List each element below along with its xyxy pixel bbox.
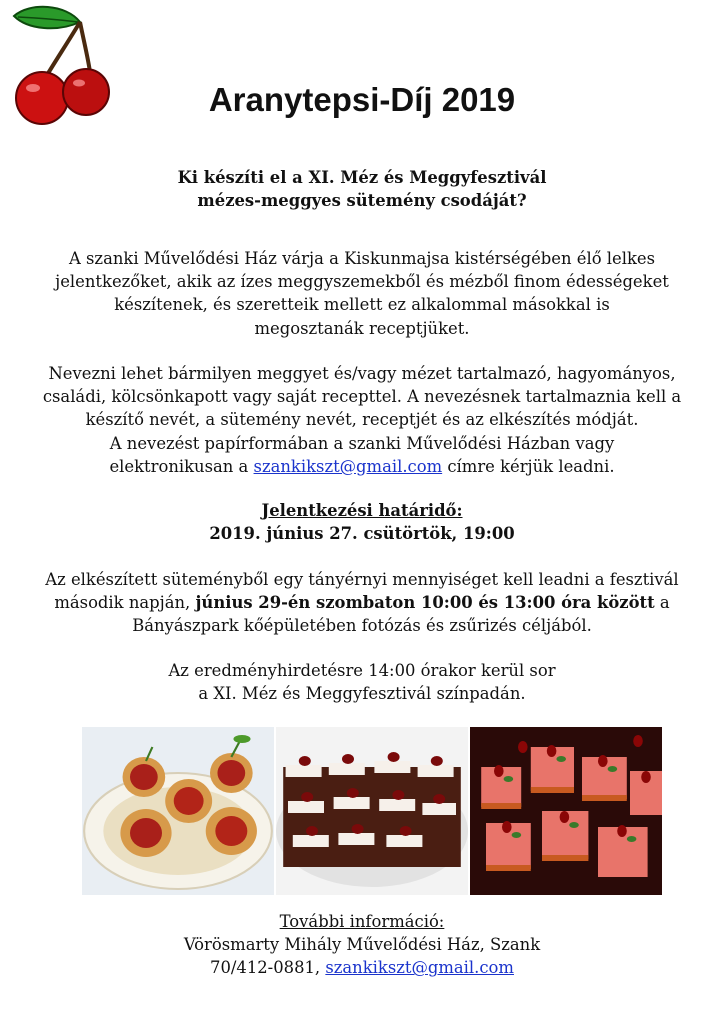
entry-email-link[interactable]: szankikszt@gmail.com xyxy=(253,456,443,476)
entry-line-2: családi, kölcsönkapott vagy saját recepttel. A nevezésnek tartalmaznia kell a xyxy=(42,387,682,407)
entry-line-3: készítő nevét, a sütemény nevét, receptjét és az elkészítés módját. xyxy=(85,410,639,430)
submission-line-1: Az elkészített süteményből egy tányérnyi mennyiséget kell leadni a fesztivál xyxy=(45,570,679,589)
photo-cherry-cream-slices xyxy=(470,727,662,895)
photo-chocolate-cherry-cake-slices xyxy=(276,727,468,895)
submission-time: június 29-én szombaton 10:00 és 13:00 óra között xyxy=(195,593,655,613)
submission-line-3: Bányászpark kőépületében fotózás és zsűrizés céljából. xyxy=(132,616,592,636)
photo-strip xyxy=(82,727,662,895)
entry-line-5-start: elektronikusan a xyxy=(109,456,254,476)
submission-line-2-start: második napján, xyxy=(54,593,196,613)
results-line-2: a XI. Méz és Meggyfesztivál színpadán. xyxy=(198,684,526,704)
photo-honey-cherry-tartlets xyxy=(82,727,274,895)
entry-line-1: Nevezni lehet bármilyen meggyet és/vagy mézet tartalmazó, hagyományos, xyxy=(48,364,676,383)
contact-email-link[interactable]: szankikszt@gmail.com xyxy=(325,958,514,978)
intro-line-1: A szanki Művelődési Ház várja a Kiskunmajsa kistérségében élő lelkes xyxy=(68,249,656,268)
entry-line-4: A nevezést papírformában a szanki Művelődési Házban vagy xyxy=(109,433,615,453)
submission-line-2-end: a xyxy=(654,593,670,613)
subtitle xyxy=(30,166,694,212)
intro-line-2: jelentkezőket, akik az ízes meggyszemekből és mézből finom édességeket xyxy=(55,272,669,292)
intro-line-4: megosztanák receptjüket. xyxy=(254,318,470,338)
page-title: Aranytepsi-Díj 2019 xyxy=(208,81,516,118)
contact-venue: Vörösmarty Mihály Művelődési Ház, Szank xyxy=(183,935,541,955)
subtitle-line-1: Ki készíti el a XI. Méz és Meggyfesztivál xyxy=(177,168,547,187)
deadline-date: 2019. június 27. csütörtök, 19:00 xyxy=(209,524,515,544)
entry-line-5-end: címre kérjük leadni. xyxy=(442,456,615,476)
intro-paragraph xyxy=(30,247,694,340)
deadline xyxy=(30,499,694,545)
contact-phone: 70/412-0881, xyxy=(210,958,326,978)
subtitle-line-2: mézes-meggyes sütemény csodáját? xyxy=(197,191,527,211)
intro-line-3: készítenek, és szeretteik mellett ez alkalommal másokkal is xyxy=(114,295,610,315)
results-line-1: Az eredményhirdetésre 14:00 órakor kerül sor xyxy=(168,661,556,680)
submission-paragraph xyxy=(30,568,694,638)
deadline-label: Jelentkezési határidő: xyxy=(261,501,463,520)
entry-paragraph xyxy=(30,362,694,478)
results-paragraph xyxy=(30,659,694,705)
contact xyxy=(30,910,694,980)
contact-label: További információ: xyxy=(279,912,445,931)
